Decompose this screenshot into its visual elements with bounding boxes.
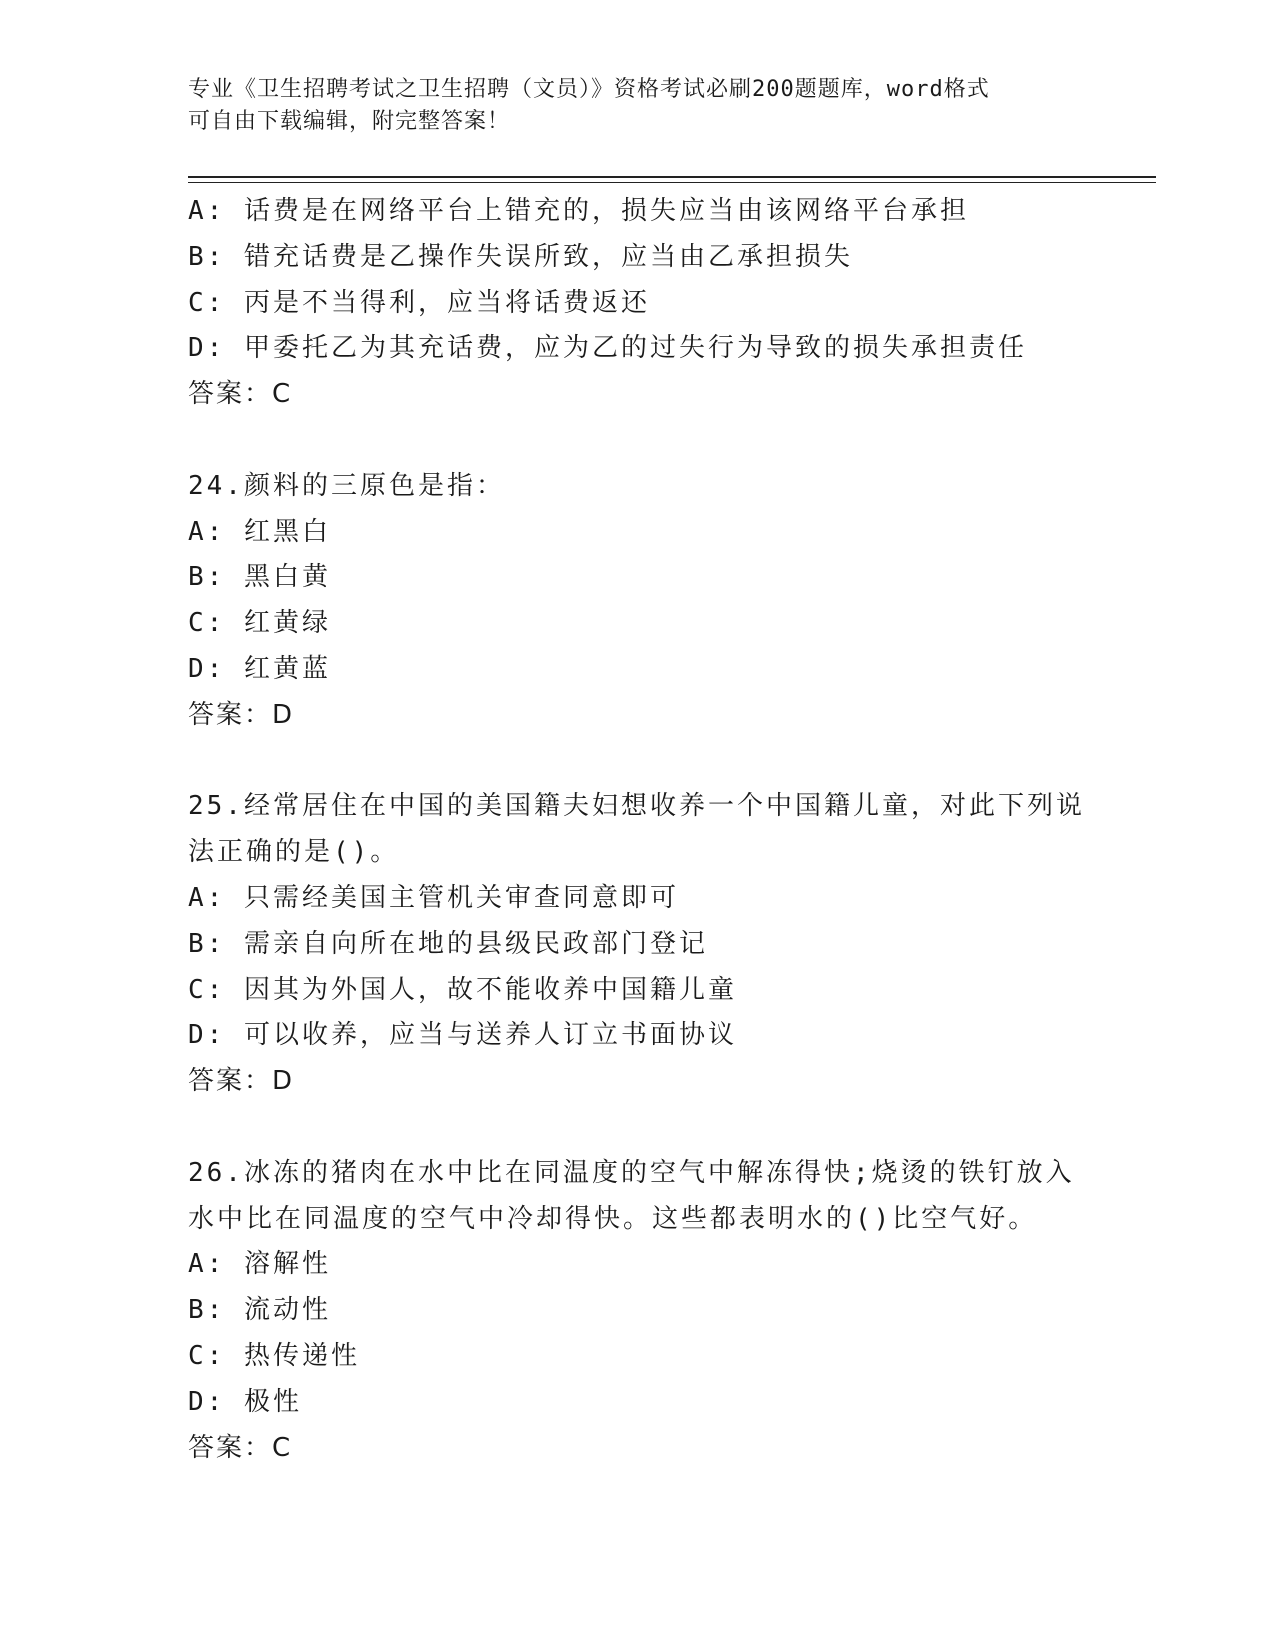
answer-line: 答案：D	[188, 699, 295, 730]
option-c: C: 丙是不当得利，应当将话费返还	[188, 287, 650, 318]
header-rule-thin	[188, 182, 1156, 183]
option-c: C: 因其为外国人，故不能收养中国籍儿童	[188, 974, 737, 1005]
question-stem-line-1: 25.经常居住在中国的美国籍夫妇想收养一个中国籍儿童，对此下列说	[188, 791, 1085, 822]
spacer	[188, 739, 1088, 785]
option-a: A: 只需经美国主管机关审查同意即可	[188, 882, 679, 913]
document-header	[188, 74, 1088, 138]
question-26	[188, 1151, 1088, 1472]
option-c: C: 红黄绿	[188, 608, 331, 639]
option-d: D: 甲委托乙为其充话费，应为乙的过失行为导致的损失承担责任	[188, 333, 1027, 364]
answer-line: 答案：C	[188, 379, 293, 410]
question-23	[188, 189, 1088, 418]
option-d: D: 极性	[188, 1386, 302, 1417]
question-stem-line-2: 法正确的是()。	[188, 837, 400, 868]
spacer	[188, 418, 1088, 464]
header-rule-thick	[188, 176, 1156, 178]
question-stem-line-1: 26.冰冻的猪肉在水中比在同温度的空气中解冻得快;烧烫的铁钉放入	[188, 1157, 1075, 1188]
question-stem-line-2: 水中比在同温度的空气中冷却得快。这些都表明水的()比空气好。	[188, 1203, 1038, 1234]
question-24	[188, 464, 1088, 739]
option-a: A: 溶解性	[188, 1249, 331, 1280]
answer-line: 答案：C	[188, 1432, 293, 1463]
question-stem: 24.颜料的三原色是指：	[188, 470, 505, 501]
option-b: B: 需亲自向所在地的县级民政部门登记	[188, 928, 708, 959]
option-b: B: 错充话费是乙操作失误所致，应当由乙承担损失	[188, 241, 853, 272]
option-b: B: 黑白黄	[188, 562, 331, 593]
header-title-line-2: 可自由下载编辑，附完整答案！	[188, 109, 511, 134]
option-b: B: 流动性	[188, 1295, 331, 1326]
option-d: D: 红黄蓝	[188, 653, 331, 684]
option-d: D: 可以收养，应当与送养人订立书面协议	[188, 1020, 737, 1051]
spacer	[188, 1105, 1088, 1151]
option-c: C: 热传递性	[188, 1340, 360, 1371]
option-a: A: 红黑白	[188, 516, 331, 547]
question-25	[188, 784, 1088, 1105]
question-list	[188, 189, 1088, 1471]
answer-line: 答案：D	[188, 1066, 295, 1097]
header-title-line-1: 专业《卫生招聘考试之卫生招聘（文员）》资格考试必刷200题题库，word格式	[188, 77, 990, 102]
option-a: A: 话费是在网络平台上错充的，损失应当由该网络平台承担	[188, 196, 969, 226]
